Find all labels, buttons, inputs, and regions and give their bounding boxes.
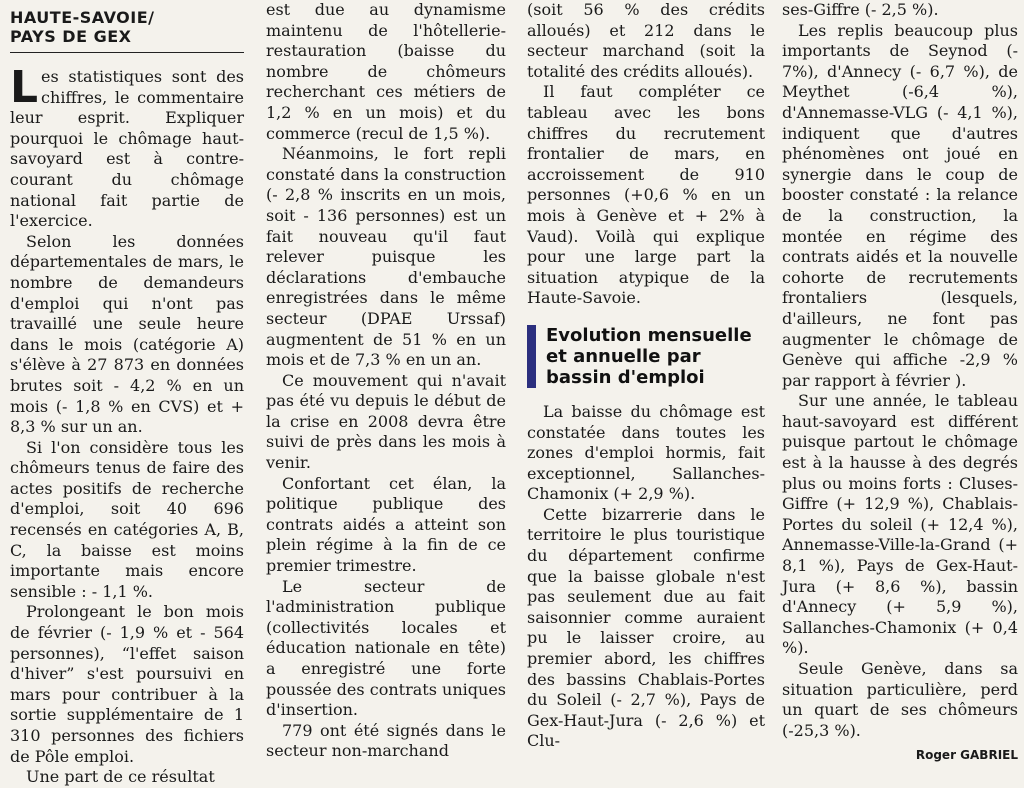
paragraph: (soit 56 % des crédits alloués) et 212 dans le secteur marchand (soit la totalité des crédits alloués). bbox=[527, 0, 765, 81]
paragraph: La baisse du chômage est constatée dans toutes les zones d'emploi hormis, fait exceptionnel, Sallanches-Chamonix (+ 2,9 %). bbox=[527, 401, 765, 504]
paragraph: Le secteur de l'administration publique (collectivités locales et éducation nationale en tête) a enregistré une forte poussée des contrats uniques d'insertion. bbox=[266, 576, 506, 720]
paragraph: Les replis beaucoup plus importants de Seynod (- 7%), d'Annecy (- 6,7 %), de Meythet (-6,4 %), d'Annemasse-VLG (- 4,1 %), indiquent que d'autres phénomènes ont joué en synergie dans le coup de booster constaté : la relance de la construction, la montée en régime des contrats aidés et la nouvelle cohorte de recrutements frontaliers (lesquels, d'ailleurs, ne font pas augmenter le chômage de Genève qui affiche -2,9 % par rapport à février ). bbox=[782, 20, 1018, 390]
paragraph: Selon les données départementales de mars, le nombre de demandeurs d'emploi qui n'ont pas travaillé une seule heure dans le mois (catégorie A) s'élève à 27 873 en données brutes soit - 4,2 % en un mois (- 1,8 % en CVS) et + 8,3 % sur un an. bbox=[10, 231, 244, 437]
paragraph: Une part de ce résultat bbox=[26, 767, 215, 787]
paragraph: 779 ont été signés dans le secteur non-marchand bbox=[266, 720, 506, 761]
author-signature: Roger GABRIEL bbox=[915, 748, 1018, 763]
paragraph: Confortant cet élan, la politique publique des contrats aidés a atteint son plein régime à la fin de ce premier trimestre. bbox=[266, 473, 506, 576]
paragraph: Néanmoins, le fort repli constaté dans la construction (- 2,8 % inscrits en un mois, soit - 136 personnes) est un fait nouveau qu'il faut relever puisque les déclarations d'embauche enregistrées dans le même secteur (DPAE Urssaf) augmentent de 51 % en un mois et de 7,3 % en un an. bbox=[266, 144, 506, 370]
paragraph bbox=[10, 62, 244, 232]
paragraph: Sur une année, le tableau haut-savoyard est différent puisque partout le chômage est à la hausse à des degrés plus ou moins forts : Cluses-Giffre (+ 12,9 %), Chablais-Portes du soleil (+ 12,4 %), Annemasse-Ville-la-Grand (+ 8,1 %), Pays de Gex-Haut-Jura (+ 8,6 %), bassin d'Annecy (+ 5,9 %), Sallanches-Chamonix (+ 0,4 %). bbox=[782, 391, 1018, 658]
article-column-1 bbox=[10, 0, 244, 787]
article-column-2 bbox=[266, 0, 506, 768]
article-column-4 bbox=[782, 0, 1018, 768]
paragraph: Ce mouvement qui n'avait pas été vu depuis le début de la crise en 2008 devra être suivi de près dans les mois à venir. bbox=[266, 370, 506, 473]
kicker-line-2: PAYS DE GEX bbox=[10, 27, 132, 46]
paragraph: Cette bizarrerie dans le territoire le plus touristique du département confirme que la baisse globale n'est pas seulement due au fait saisonnier comme auraient pu le laisser croire, au premier abord, les chiffres des bassins Chablais-Portes du Soleil (- 2,7 %), Pays de Gex-Haut-Jura (- 2,6 %) et Clu- bbox=[527, 504, 765, 751]
paragraph: Prolongeant le bon mois de février (- 1,9 % et - 564 personnes), “l'effet saison d'hiver” s'est poursuivi en mars pour contribuer à la sortie supplémentaire de 1 310 personnes des fichiers de Pôle emploi. bbox=[10, 602, 244, 766]
kicker-line-1: HAUTE-SAVOIE/ bbox=[10, 8, 155, 27]
paragraph: Seule Genève, dans sa situation particulière, perd un quart de ses chômeurs (-25,3 %). bbox=[782, 659, 1018, 740]
drop-cap: L bbox=[10, 62, 39, 113]
article-column-3 bbox=[527, 0, 765, 768]
paragraph: Si l'on considère tous les chômeurs tenus de faire des actes positifs de recherche d'emploi, soit 40 696 recensés en catégories A, B, C, la baisse est moins importante mais encore sensible : - 1,1 %. bbox=[10, 437, 244, 601]
paragraph: est due au dynamisme maintenu de l'hôtellerie-restauration (baisse du nombre de chômeurs recherchant ces métiers de 1,2 % en un mois) et du commerce (recul de 1,5 %). bbox=[266, 0, 506, 143]
section-subheading: Evolution mensuelle et annuelle par bassin d'emploi bbox=[527, 325, 765, 388]
article-kicker bbox=[10, 0, 244, 53]
paragraph: Il faut compléter ce tableau avec les bons chiffres du recrutement frontalier de mars, en accroissement de 910 personnes (+0,6 % en un mois à Genève et + 2% à Vaud). Voilà qui explique pour une large part la situation atypique de la Haute-Savoie. bbox=[527, 82, 765, 308]
paragraph-text: es statistiques sont des chiffres, le commentaire leur esprit. Expliquer pourquoi le chômage haut-savoyard est à contre-courant du chômage national fait partie de l'exercice. bbox=[10, 67, 244, 231]
paragraph: ses-Giffre (- 2,5 %). bbox=[782, 0, 939, 19]
